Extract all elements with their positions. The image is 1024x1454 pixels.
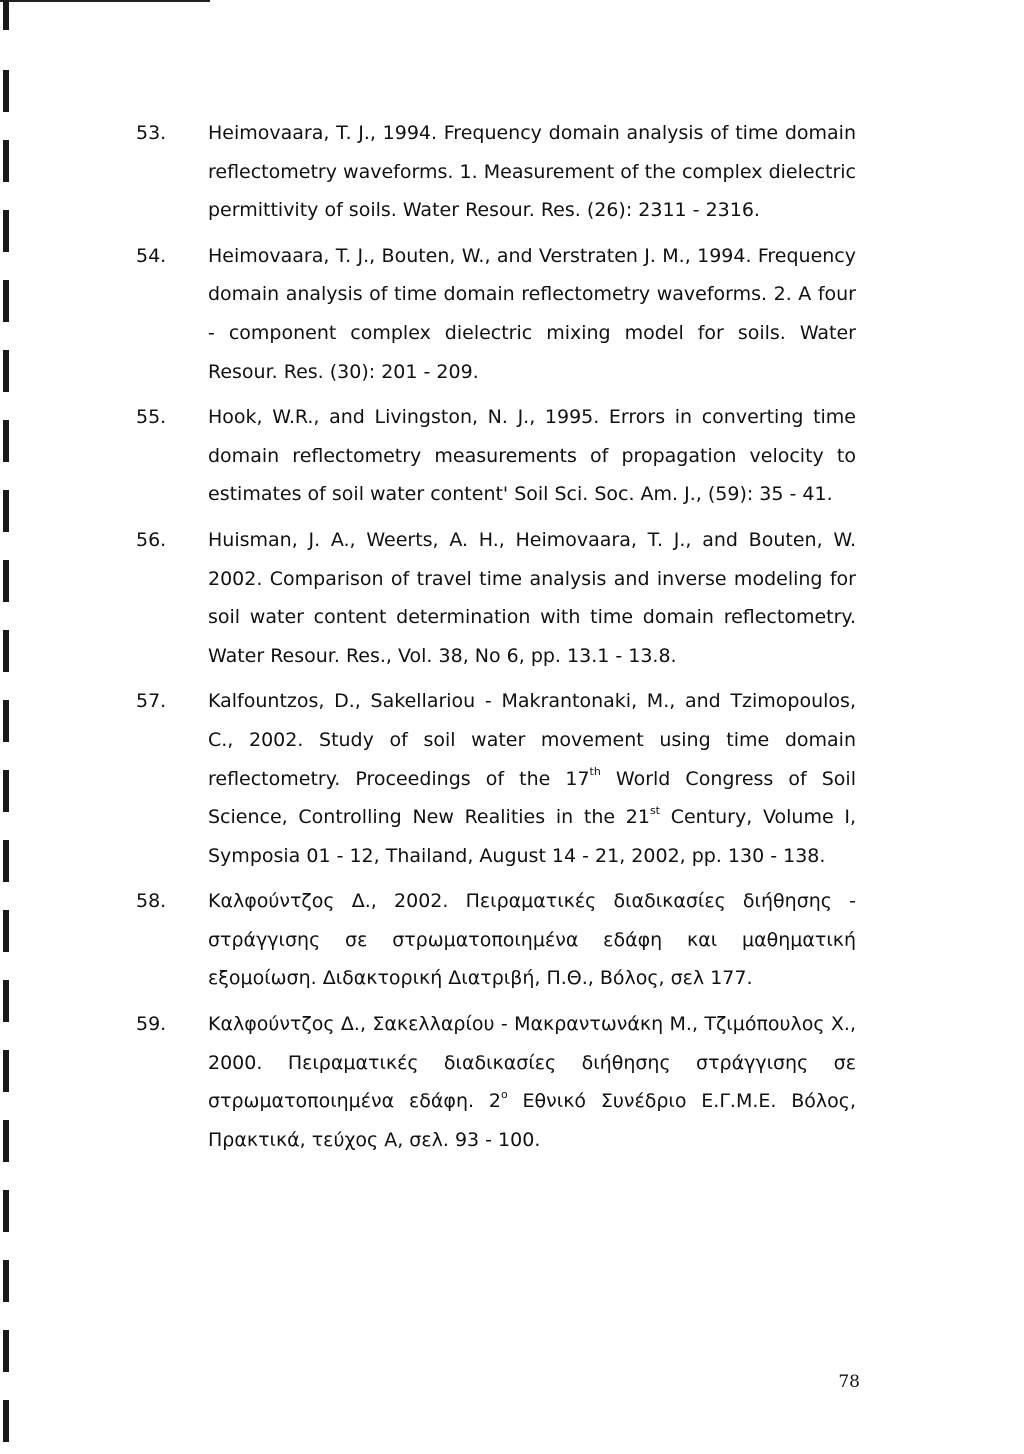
binding-mark: [3, 490, 9, 532]
reference-text-part: World Congress of Soil Science, Controlling New Realities in the 21: [208, 767, 856, 829]
reference-entry: [136, 1005, 856, 1159]
binding-mark: [3, 280, 9, 322]
reference-number: 54.: [136, 244, 167, 267]
reference-entry: [136, 521, 856, 675]
reference-number: 58.: [136, 890, 167, 913]
binding-mark: [3, 630, 9, 672]
reference-entry: [136, 114, 856, 230]
binding-mark: [3, 1400, 9, 1442]
reference-number: 53.: [136, 122, 167, 144]
binding-mark: [3, 1050, 9, 1092]
reference-text: [208, 682, 856, 875]
scan-top-edge: [0, 0, 210, 2]
reference-text-part: Kalfountzos, D., Sakellariou - Makrantonaki, M., and Tzimopoulos, C., 2002. Study of soil water movement using time domain reflectometry. Proceedings of the 17: [208, 690, 856, 790]
superscript: st: [649, 803, 660, 817]
binding-mark: [3, 70, 9, 112]
reference-number: 56.: [136, 528, 167, 551]
binding-mark: [3, 210, 9, 252]
reference-entry: [136, 398, 856, 514]
binding-mark: [3, 350, 9, 392]
reference-entry: [136, 237, 856, 391]
binding-mark: [3, 0, 9, 30]
reference-text-part: Εθνικό Συνέδριο Ε.Γ.Μ.Ε. Βόλος, Πρακτικά, τεύχος Α, σελ. 93 - 100.: [208, 1090, 856, 1151]
reference-number: 55.: [136, 406, 167, 429]
reference-number: 57.: [136, 690, 167, 713]
binding-mark: [3, 560, 9, 602]
reference-text: Hook, W.R., and Livingston, N. J., 1995. Errors in converting time domain reflectometry measurements of propagation velocity to estimates of soil water content' Soil Sci. Soc. Am. J., (59): 35 - 41.: [208, 406, 856, 506]
binding-mark: [3, 840, 9, 882]
binding-mark: [3, 980, 9, 1022]
reference-entry: [136, 682, 856, 875]
reference-list: [136, 114, 856, 1166]
binding-mark: [3, 420, 9, 462]
reference-number: 59.: [136, 1013, 167, 1036]
reference-text: Heimovaara, T. J., 1994. Frequency domain analysis of time domain reflectometry waveforms. 1. Measurement of the complex dielectric permittivity of soils. Water Resour. Res. (26): 2311 - 2316.: [208, 122, 856, 222]
reference-text-part: Καλφούντζος Δ., Σακελλαρίου - Μακραντωνάκη Μ., Τζιμόπουλος Χ., 2000. Πειραματικές διαδικασίες διήθησης στράγγισης σε στρωματοποιημένα εδάφη. 2: [208, 1013, 856, 1113]
binding-edge-marks: [0, 0, 14, 1454]
reference-text-part: Century, Volume I, Symposia 01 - 12, Thailand, August 14 - 21, 2002, pp. 130 - 138.: [208, 806, 856, 867]
page-number: 78: [838, 1372, 860, 1392]
binding-mark: [3, 140, 9, 182]
binding-mark: [3, 700, 9, 742]
binding-mark: [3, 770, 9, 812]
superscript: th: [589, 765, 601, 779]
binding-mark: [3, 910, 9, 952]
reference-entry: [136, 882, 856, 998]
binding-mark: [3, 1330, 9, 1372]
superscript: o: [500, 1087, 508, 1101]
reference-text: Heimovaara, T. J., Bouten, W., and Verstraten J. M., 1994. Frequency domain analysis of time domain reflectometry waveforms. 2. A four - component complex dielectric mixing model for soils. Water Resour. Res. (30): 201 - 209.: [208, 244, 856, 383]
binding-mark: [3, 1260, 9, 1302]
reference-text: Καλφούντζος Δ., 2002. Πειραματικές διαδικασίες διήθησης - στράγγισης σε στρωματοποιημένα εδάφη και μαθηματική εξομοίωση. Διδακτορική Διατριβή, Π.Θ., Βόλος, σελ 177.: [208, 890, 856, 990]
reference-text: Huisman, J. A., Weerts, A. H., Heimovaara, T. J., and Bouten, W. 2002. Comparison of travel time analysis and inverse modeling for soil water content determination with time domain reflectometry. Water Resour. Res., Vol. 38, No 6, pp. 13.1 - 13.8.: [208, 528, 856, 667]
reference-text: [208, 1005, 856, 1159]
binding-mark: [3, 1120, 9, 1162]
binding-mark: [3, 1190, 9, 1232]
